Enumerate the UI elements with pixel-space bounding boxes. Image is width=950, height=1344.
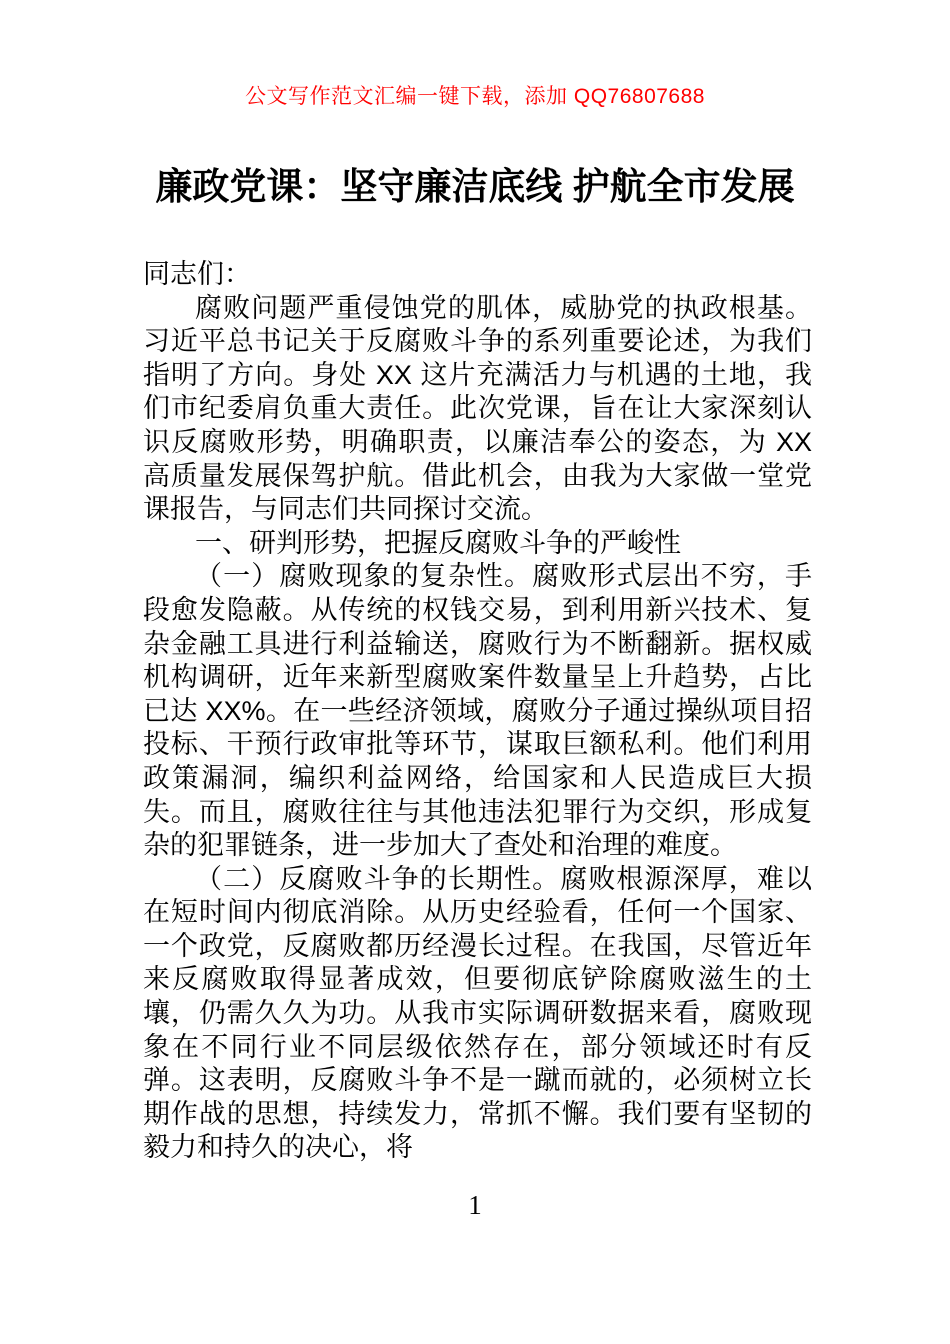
paragraph-salutation: 同志们： bbox=[143, 259, 251, 289]
section-heading-1: 一、研判形势，把握反腐败斗争的严峻性 bbox=[195, 527, 681, 558]
document-body bbox=[143, 258, 812, 1165]
paragraph-section-1-item-2: （二）反腐败斗争的长期性。腐败根源深厚，难以在短时间内彻底消除。从历史经验看，任何一个国家、一个政党，反腐败都历经漫长过程。在我国，尽管近年来反腐败取得显著成效，但要彻底铲除腐败滋生的土壤，仍需久久为功。从我市实际调研数据来看，腐败现象在不同行业不同层级依然存在，部分领域还时有反弹。这表明，反腐败斗争不是一蹴而就的，必须树立长期作战的思想，持续发力，常抓不懈。我们要有坚韧的毅力和持久的决心，将 bbox=[143, 863, 812, 1163]
paragraph-intro: 腐败问题严重侵蚀党的肌体，威胁党的执政根基。习近平总书记关于反腐败斗争的系列重要论述，为我们指明了方向。身处 XX 这片充满活力与机遇的土地，我们市纪委肩负重大责任。此次党课，旨在让大家深刻认识反腐败形势，明确职责，以廉洁奉公的姿态，为 XX 高质量发展保驾护航。借此机会，由我为大家做一堂党课报告，与同志们共同探讨交流。 bbox=[143, 292, 812, 525]
paragraph-section-1-item-1: （一）腐败现象的复杂性。腐败形式层出不穷，手段愈发隐蔽。从传统的权钱交易，到利用新兴技术、复杂金融工具进行利益输送，腐败行为不断翻新。据权威机构调研，近年来新型腐败案件数量呈上升趋势，占比已达 XX%。在一些经济领域，腐败分子通过操纵项目招投标、干预行政审批等环节，谋取巨额私利。他们利用政策漏洞，编织利益网络，给国家和人民造成巨大损失。而且，腐败往往与其他违法犯罪行为交织，形成复杂的犯罪链条，进一步加大了查处和治理的难度。 bbox=[143, 561, 812, 861]
page-number: 1 bbox=[468, 1190, 482, 1220]
promo-header-note: 公文写作范文汇编一键下载，添加 QQ76807688 bbox=[245, 85, 705, 108]
document-title: 廉政党课：坚守廉洁底线 护航全市发展 bbox=[155, 166, 795, 207]
